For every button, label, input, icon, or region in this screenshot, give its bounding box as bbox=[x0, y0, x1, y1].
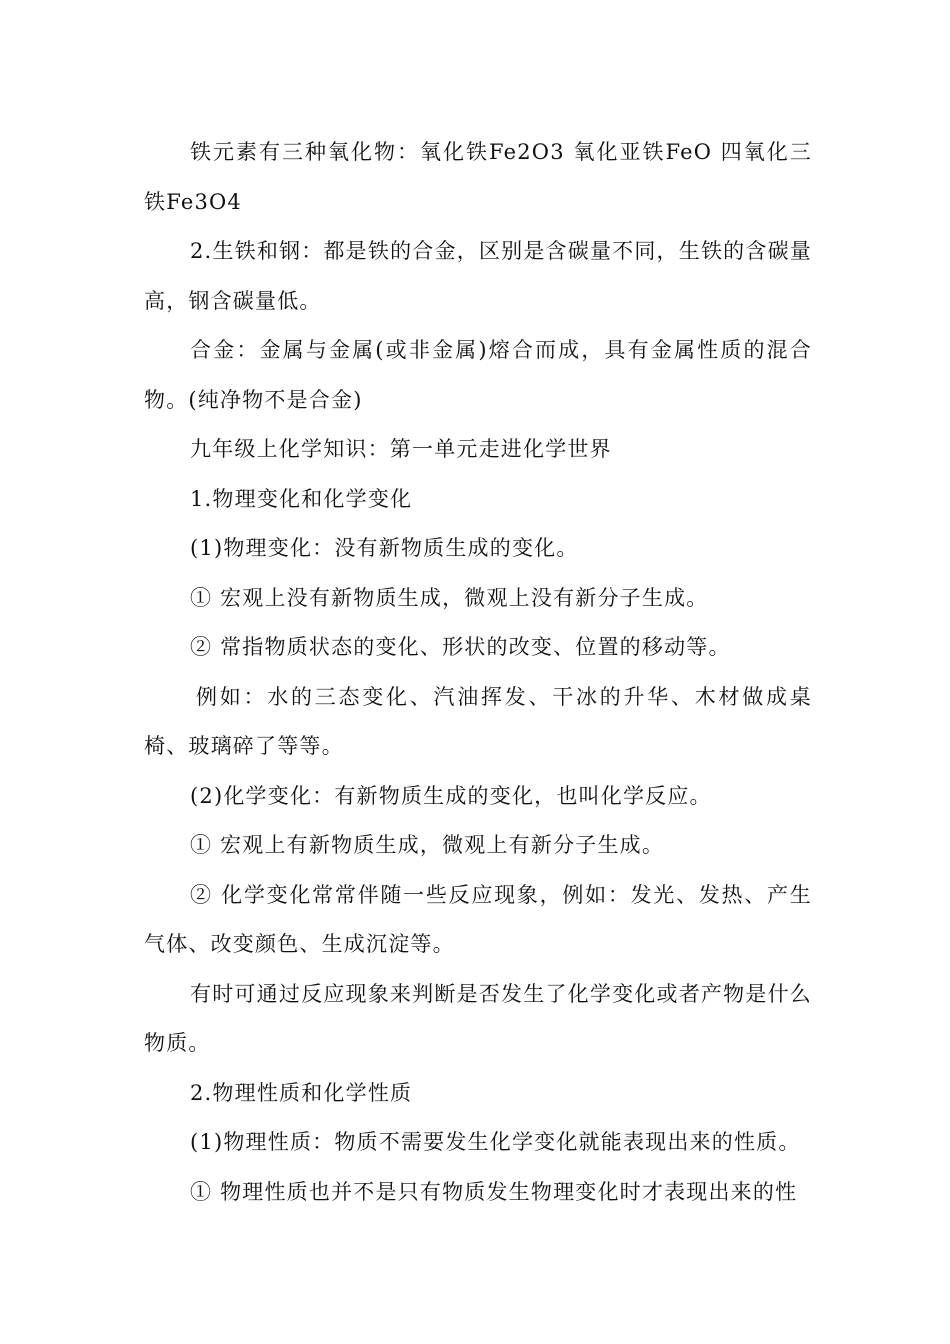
list-item: ① 物理性质也并不是只有物质发生物理变化时才表现出来的性 bbox=[190, 1179, 798, 1204]
list-item: ② 常指物质状态的变化、形状的改变、位置的移动等。 bbox=[190, 635, 731, 659]
paragraph-alloy: 合金：金属与金属(或非金属)熔合而成，具有金属性质的混合物。(纯净物不是合金) bbox=[144, 338, 812, 412]
document-page bbox=[144, 128, 812, 1217]
subheading-physical-chemical-properties: 2.物理性质和化学性质 bbox=[190, 1080, 413, 1105]
subheading-physical-chemical-change: 1.物理变化和化学变化 bbox=[190, 486, 413, 511]
list-item: ① 宏观上没有新物质生成，微观上没有新分子生成。 bbox=[190, 585, 709, 610]
paragraph-iron-oxides: 铁元素有三种氧化物：氧化铁Fe2O3 氧化亚铁FeO 四氧化三铁Fe3O4 bbox=[144, 140, 812, 214]
list-item: ① 宏观上有新物质生成，微观上有新分子生成。 bbox=[190, 833, 665, 857]
paragraph-physical-change: (1)物理变化：没有新物质生成的变化。 bbox=[190, 536, 579, 560]
paragraph-physical-property: (1)物理性质：物质不需要发生化学变化就能表现出来的性质。 bbox=[190, 1130, 801, 1154]
paragraph-chemical-change: (2)化学变化：有新物质生成的变化，也叫化学反应。 bbox=[190, 783, 712, 808]
section-heading: 九年级上化学知识：第一单元走进化学世界 bbox=[190, 437, 612, 461]
paragraph-example: 例如：水的三态变化、汽油挥发、干冰的升华、木材做成桌椅、玻璃碎了等等。 bbox=[144, 684, 812, 758]
paragraph-pig-iron-steel: 2.生铁和钢：都是铁的合金，区别是含碳量不同，生铁的含碳量高，钢含碳量低。 bbox=[144, 239, 812, 313]
list-item: ② 化学变化常常伴随一些反应现象，例如：发光、发热、产生气体、改变颜色、生成沉淀等。 bbox=[144, 882, 812, 956]
paragraph-reaction-phenomena: 有时可通过反应现象来判断是否发生了化学变化或者产物是什么物质。 bbox=[144, 981, 812, 1055]
